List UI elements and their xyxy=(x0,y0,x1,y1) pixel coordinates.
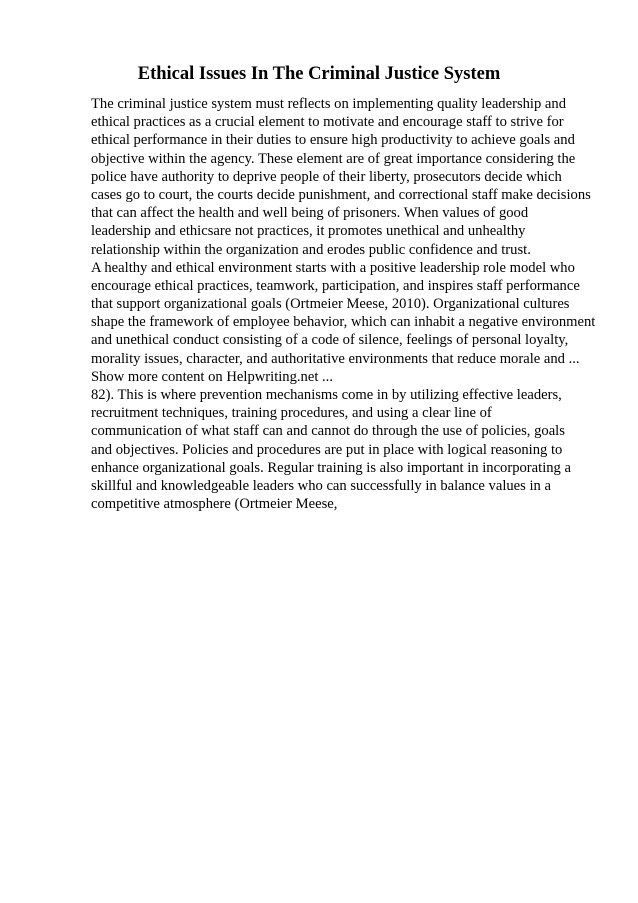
body-line: and unethical conduct consisting of a code of silence, feelings of personal loyalty, xyxy=(91,332,569,349)
body-line: 82). This is where prevention mechanisms come in by utilizing effective leaders, xyxy=(91,387,562,403)
body-line: A healthy and ethical environment starts with a positive leadership role model who xyxy=(91,259,575,276)
document-title: Ethical Issues In The Criminal Justice System xyxy=(137,64,501,84)
body-line: enhance organizational goals. Regular training is also important in incorporating a xyxy=(91,459,571,476)
body-line: ethical practices as a crucial element to motivate and encourage staff to strive for xyxy=(91,114,564,131)
body-line: The criminal justice system must reflects on implementing quality leadership and xyxy=(91,96,566,112)
body-line: morality issues, character, and authoritative environments that reduce morale and ... xyxy=(91,350,580,367)
body-line: communication of what staff can and cannot do through the use of policies, goals xyxy=(91,423,565,440)
body-line: police have authority to deprive people of their liberty, prosecutors decide which xyxy=(91,168,562,185)
body-line: that support organizational goals (Ortmeier Meese, 2010). Organizational cultures xyxy=(91,296,570,313)
body-line: that can affect the health and well being of prisoners. When values of good xyxy=(91,205,529,222)
body-line: recruitment techniques, training procedures, and using a clear line of xyxy=(91,405,492,422)
body-line: shape the framework of employee behavior, which can inhabit a negative environment xyxy=(91,314,596,331)
body-line: ethical performance in their duties to ensure high productivity to achieve goals and xyxy=(91,132,575,149)
body-line: objective within the agency. These element are of great importance considering the xyxy=(91,150,576,167)
show-more-link[interactable]: Show more content on Helpwriting.net ... xyxy=(91,368,333,385)
body-line: cases go to court, the courts decide punishment, and correctional staff make decisions xyxy=(91,186,591,203)
document-body xyxy=(91,95,611,513)
body-line: relationship within the organization and erodes public confidence and trust. xyxy=(91,241,531,258)
body-line: competitive atmosphere (Ortmeier Meese, xyxy=(91,496,338,513)
body-line: leadership and ethicsare not practices, it promotes unethical and unhealthy xyxy=(91,223,526,240)
body-line: skillful and knowledgeable leaders who can successfully in balance values in a xyxy=(91,477,551,494)
body-line: and objectives. Policies and procedures are put in place with logical reasoning to xyxy=(91,441,563,458)
body-line: encourage ethical practices, teamwork, participation, and inspires staff performance xyxy=(91,277,580,294)
